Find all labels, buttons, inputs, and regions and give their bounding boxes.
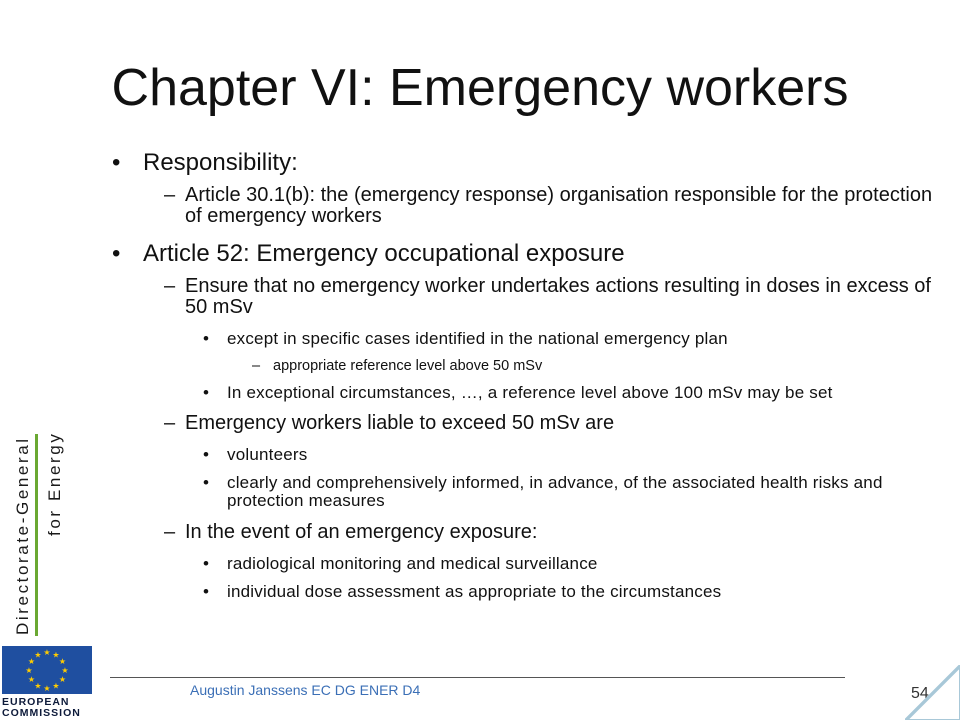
svg-text:★: ★ xyxy=(52,650,60,660)
bullet-item xyxy=(110,185,940,227)
bullet-item xyxy=(110,358,940,374)
svg-text:★: ★ xyxy=(58,675,67,684)
bullet-text: Article 52: Emergency occupational exposure xyxy=(143,240,625,267)
bullet-text: Emergency workers liable to exceed 50 mSv are xyxy=(185,412,615,434)
svg-text:★: ★ xyxy=(58,657,67,666)
svg-text:★: ★ xyxy=(27,657,36,666)
svg-text:★: ★ xyxy=(27,675,36,684)
svg-text:★: ★ xyxy=(61,666,69,675)
bullet-marker: – xyxy=(252,358,261,374)
footer-author: Augustin Janssens EC DG ENER D4 xyxy=(190,682,421,698)
bullet-marker: – xyxy=(164,275,176,297)
eu-wordmark-line1: EUROPEAN xyxy=(2,696,70,708)
bullet-text: individual dose assessment as appropriate to the circumstances xyxy=(227,582,722,601)
eu-wordmark-line2: COMMISSION xyxy=(2,707,81,719)
bullet-marker: • xyxy=(203,383,210,402)
bullet-item xyxy=(110,413,940,434)
bullet-text: In the event of an emergency exposure: xyxy=(185,521,538,543)
bullet-item xyxy=(110,474,940,510)
bullet-marker: • xyxy=(203,329,210,348)
bullet-marker: • xyxy=(112,240,121,267)
eu-flag-icon xyxy=(2,646,92,694)
bullet-text: volunteers xyxy=(227,445,308,464)
dg-energy-logo xyxy=(0,430,72,640)
bullet-text: appropriate reference level above 50 mSv xyxy=(273,358,543,374)
bullet-marker: • xyxy=(203,582,210,601)
bullet-item xyxy=(110,384,940,402)
svg-text:★: ★ xyxy=(34,681,42,691)
bullet-text: In exceptional circumstances, …, a reference level above 100 mSv may be set xyxy=(227,383,833,402)
page-number: 54 xyxy=(911,685,929,702)
svg-text:★: ★ xyxy=(52,681,60,691)
footer-divider xyxy=(110,677,845,678)
bullet-text: clearly and comprehensively informed, in advance, of the associated health risks and protection measures xyxy=(227,473,883,510)
bullet-text: radiological monitoring and medical surveillance xyxy=(227,554,598,573)
bullet-item xyxy=(110,583,940,601)
bullet-text: except in specific cases identified in the national emergency plan xyxy=(227,329,728,348)
slide-body xyxy=(110,150,940,611)
bullet-item xyxy=(110,276,940,318)
bullet-marker: – xyxy=(164,521,176,543)
bullet-item xyxy=(110,522,940,543)
bullet-item xyxy=(110,330,940,348)
svg-text:★: ★ xyxy=(43,684,51,693)
bullet-item xyxy=(110,555,940,573)
dg-energy-accent-bar xyxy=(35,434,38,636)
bullet-marker: • xyxy=(112,149,121,176)
bullet-marker: – xyxy=(164,412,176,434)
dg-energy-logo-line1: Directorate-General xyxy=(13,436,32,635)
bullet-marker: – xyxy=(164,184,176,206)
bullet-marker: • xyxy=(203,473,210,492)
slide-title: Chapter VI: Emergency workers xyxy=(111,59,849,117)
svg-text:★: ★ xyxy=(25,666,33,675)
svg-text:★: ★ xyxy=(43,648,51,657)
eu-commission-wordmark xyxy=(2,697,102,719)
dg-energy-logo-line2: for Energy xyxy=(45,431,64,536)
bullet-marker: • xyxy=(203,554,210,573)
bullet-marker: • xyxy=(203,445,210,464)
page-curl-icon xyxy=(905,665,960,720)
bullet-item xyxy=(110,241,940,267)
bullet-item xyxy=(110,446,940,464)
bullet-text: Article 30.1(b): the (emergency response) organisation responsible for the protection of emergency workers xyxy=(185,184,933,227)
bullet-item xyxy=(110,150,940,176)
bullet-text: Ensure that no emergency worker undertakes actions resulting in doses in excess of 50 mSv xyxy=(185,275,931,318)
svg-text:★: ★ xyxy=(34,650,42,660)
bullet-text: Responsibility: xyxy=(143,149,298,176)
